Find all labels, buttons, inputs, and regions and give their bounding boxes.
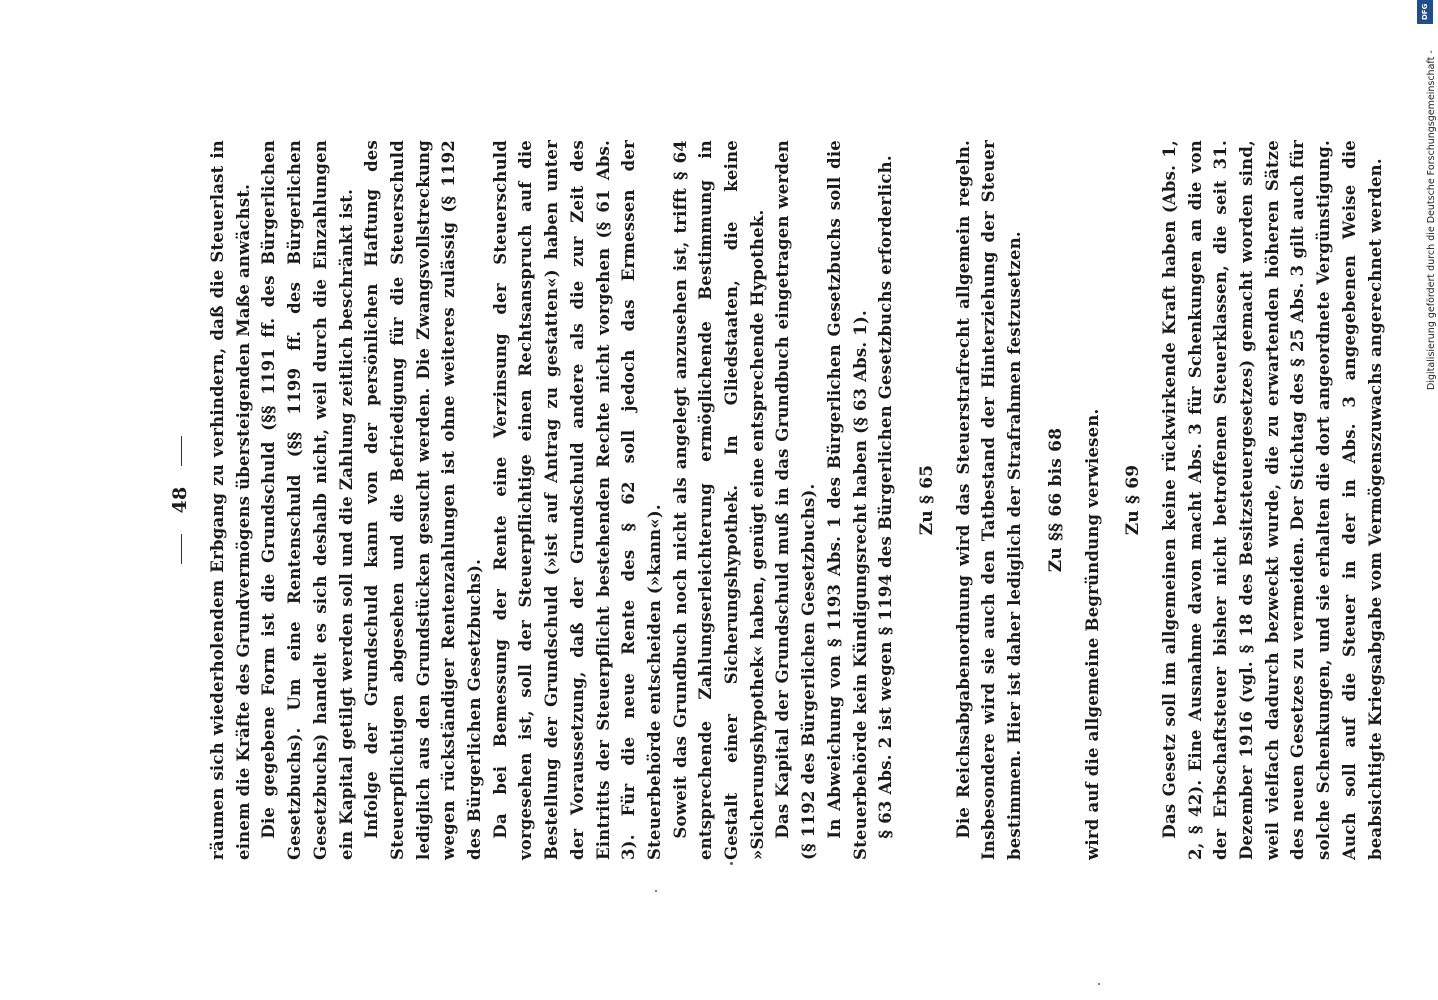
section-paragraph: wird auf die allgemeine Begründung verwiesen. xyxy=(1082,408,1102,860)
scan-speck xyxy=(730,862,733,865)
section-paragraph: Die Reichsabgabenordnung wird das Steuerstrafrecht allgemein regeln. Insbesondere wird sie auch den Tatbestand der Hinterziehung der Steuer bestimmen. Hier ist daher lediglich der Strafrahmen festzusetzen. xyxy=(953,140,1025,860)
page-header xyxy=(155,140,205,860)
paragraph: Das Kapital der Grundschuld muß in das Grundbuch eingetragen werden (§ 1192 des Bürgerlichen Gesetzbuchs). xyxy=(773,140,819,860)
paragraph: Soweit das Grundbuch noch nicht als angelegt anzusehen ist, trifft § 64 entsprechende Zahlungserleichterung ermöglichende Bestimmung in Gestalt einer Sicherungshypothek. In Gliedstaaten, die keine »Sicherungshypothek« haben, genügt eine entsprechende Hypothek. xyxy=(670,140,767,860)
body-text xyxy=(205,140,899,860)
scan-speck xyxy=(1098,983,1100,985)
section-heading: Zu § 65 xyxy=(916,464,937,536)
credit-text: Digitalisierung gefördert durch die Deutsche Forschungsgemeinschaft - xyxy=(1426,50,1437,390)
section-heading: Zu § 69 xyxy=(1123,464,1144,536)
page-number: 48 xyxy=(169,486,191,514)
header-dash-left xyxy=(181,534,182,564)
paragraph: Die gegebene Form ist die Grundschuld (§§ 1191 ff. des Bürgerlichen Gesetzbuchs). Um eine Rentenschuld (§§ 1199 ff. des Bürgerlichen Gesetzbuchs) handelt es sich deshalb nicht, weil durch die Einzahlungen ein Kapital getilgt werden soll und die Zahlung zeitlich beschränkt ist. xyxy=(259,140,356,860)
section-paragraph: Das Gesetz soll im allgemeinen keine rückwirkende Kraft haben (Abs. 1, 2, § 42). Eine Ausnahme davon macht Abs. 3 für Schenkungen an die von der Erbschaftsteuer bisher nicht betroffenen Steuerklassen, die seit 31. Dezember 1916 (vgl. § 18 des Besitzsteuergesetzes) gemacht worden sind, weil vielfach dadurch bezweckt wurde, die zu erwartenden höheren Sätze des neuen Gesetzes zu vermeiden. Der Stichtag des § 25 Abs. 3 gilt auch für solche Schenkungen, und sie erhalten die dort angeordnete Vergünstigung. Auch soll auf die Steuer in der in Abs. 3 angegebenen Weise die beabsichtigte Kriegsabgabe vom Vermögenszuwachs angerechnet werden. xyxy=(1159,140,1385,860)
digitization-credit xyxy=(1417,0,1435,400)
header-dash-right xyxy=(181,436,182,466)
rotated-text-block xyxy=(155,140,1385,860)
paragraph: Infolge der Grundschuld kann von der persönlichen Haftung des Steuerpflichtigen abgesehen und die Befriedigung für die Steuerschuld lediglich aus den Grundstücken gesucht werden. Die Zwangsvollstreckung wegen rückständiger Rentenzahlungen ist ohne weiteres zulässig (§ 1192 des Bürgerlichen Gesetzbuchs). xyxy=(362,140,485,860)
paragraph: § 63 Abs. 2 ist wegen § 1194 des Bürgerlichen Gesetzbuchs erforderlich. xyxy=(876,155,896,839)
paragraph: räumen sich wiederholendem Erbgang zu verhindern, daß die Steuerlast in einem die Kräfte des Grundvermögens übersteigenden Maße anwächst. xyxy=(208,140,253,860)
paragraph: Da bei Bemessung der Rente eine Verzinsung der Steuerschuld vorgesehen ist, soll der Steuerpflichtige einen Rechtsanspruch auf die Bestellung der Grundschuld (»ist auf Antrag zu gestatten«) haben unter der Voraussetzung, daß der Grundschuld andere als die zur Zeit des Eintritts der Steuerpflicht bestehenden Rechte nicht vorgehen (§ 61 Abs. 3). Für die neue Rente des § 62 soll jedoch das Ermessen der Steuerbehörde entscheiden (»kann«). xyxy=(490,140,664,860)
paragraph: In Abweichung von § 1193 Abs. 1 des Bürgerlichen Gesetzbuchs soll die Steuerbehörde kein Kündigungsrecht haben (§ 63 Abs. 1). xyxy=(824,140,870,860)
dfg-logo: DFG xyxy=(1417,0,1433,24)
section-heading: Zu §§ 66 bis 68 xyxy=(1045,427,1066,573)
sections xyxy=(915,140,1388,860)
scan-speck xyxy=(655,890,657,892)
